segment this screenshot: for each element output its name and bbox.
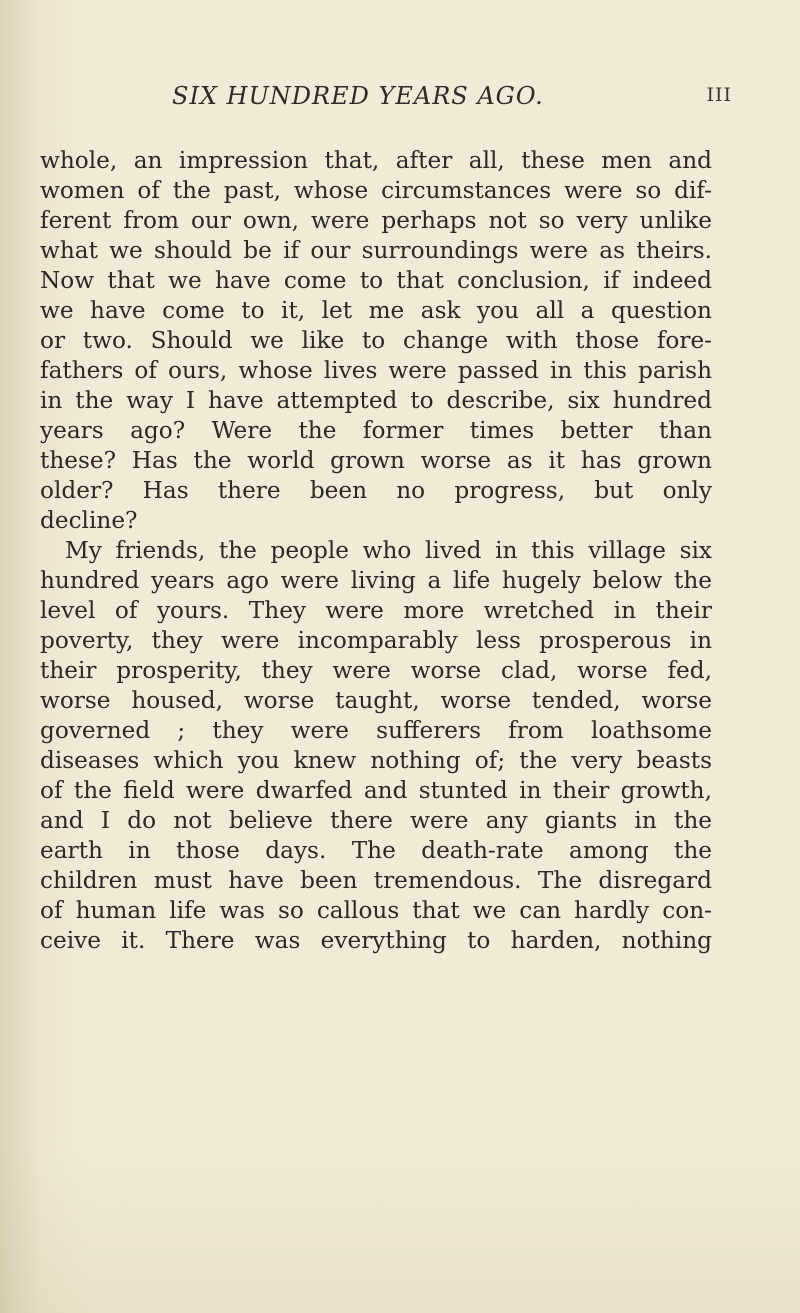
running-title: SIX HUNDRED YEARS AGO.: [172, 82, 544, 110]
text-line: diseases which you knew nothing of; the very beasts: [40, 747, 712, 774]
text-line: ceive it. There was everything to harden, nothing: [40, 927, 712, 954]
text-line: of human life was so callous that we can hardly con-: [40, 897, 712, 924]
text-line: fathers of ours, whose lives were passed in this parish: [40, 357, 712, 384]
text-line: older? Has there been no progress, but only: [40, 477, 712, 504]
text-line: hundred years ago were living a life hugely below the: [40, 567, 712, 594]
text-line: Now that we have come to that conclusion, if indeed: [40, 267, 712, 294]
page-header: [172, 82, 732, 118]
text-line: earth in those days. The death-rate among the: [40, 837, 712, 864]
text-line: these? Has the world grown worse as it has grown: [40, 447, 712, 474]
text-line: in the way I have attempted to describe, six hundred: [40, 387, 712, 414]
text-line: or two. Should we like to change with those fore-: [40, 327, 712, 354]
text-line: level of yours. They were more wretched in their: [40, 597, 712, 624]
text-line: children must have been tremendous. The disregard: [40, 867, 712, 894]
text-line: worse housed, worse taught, worse tended, worse: [40, 687, 712, 714]
text-line: and I do not believe there were any giants in the: [40, 807, 712, 834]
text-line: of the field were dwarfed and stunted in their growth,: [40, 777, 712, 804]
text-line: governed ; they were sufferers from loathsome: [40, 717, 712, 744]
text-line: ferent from our own, were perhaps not so very unlike: [40, 207, 712, 234]
body-text: [40, 146, 712, 956]
text-line: what we should be if our surroundings were as theirs.: [40, 237, 712, 264]
text-line: their prosperity, they were worse clad, worse fed,: [40, 657, 712, 684]
page-number: III: [706, 84, 732, 106]
text-line: women of the past, whose circumstances were so dif-: [40, 177, 712, 204]
text-line: years ago? Were the former times better than: [40, 417, 712, 444]
text-line: poverty, they were incomparably less prosperous in: [40, 627, 712, 654]
text-line: My friends, the people who lived in this village six: [65, 537, 712, 564]
text-line: we have come to it, let me ask you all a question: [40, 297, 712, 324]
text-line: whole, an impression that, after all, these men and: [40, 147, 712, 174]
text-line: decline?: [40, 507, 138, 534]
